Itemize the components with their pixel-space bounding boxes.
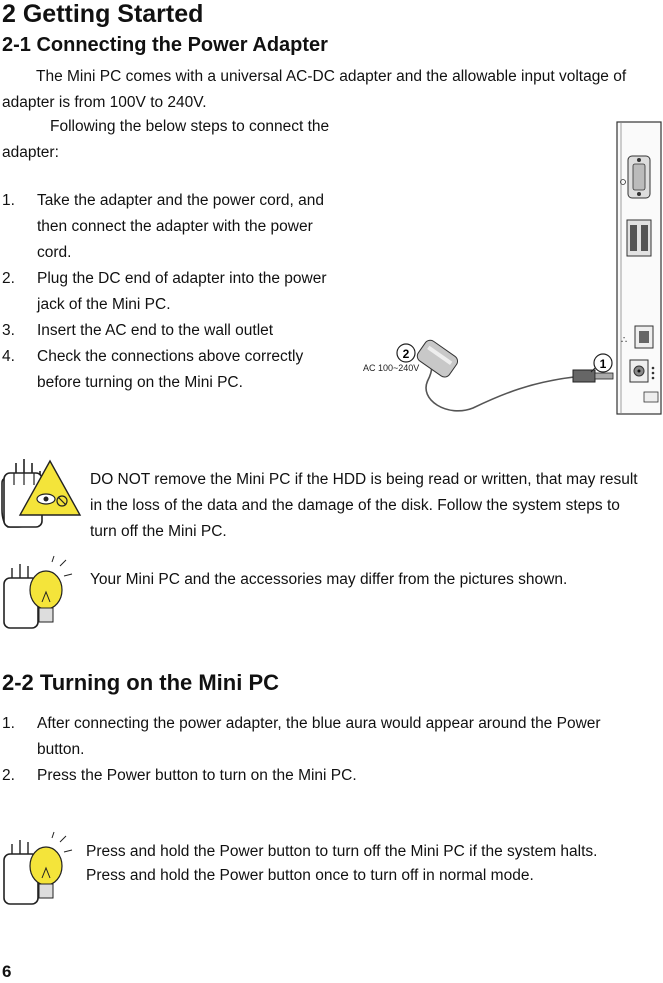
lightbulb-icon [30, 571, 62, 609]
warning-hand-icon [0, 455, 82, 533]
step-text: Press the Power button to turn on the Mini PC. [37, 767, 357, 784]
tip-note-line-1: Press and hold the Power button to turn off the Mini PC if the system halts. [86, 843, 598, 860]
adapter-steps-list [2, 188, 332, 396]
step-number: 1. [2, 715, 15, 732]
step-number: 4. [2, 348, 15, 365]
tip-note-line-2: Press and hold the Power button once to turn off in normal mode. [86, 867, 534, 884]
follow-steps-text: Following the below steps to connect the adapter: [2, 118, 330, 161]
callout-1-label: 1 [599, 357, 607, 371]
list-item [2, 344, 332, 396]
tip-note-text: Your Mini PC and the accessories may differ from the pictures shown. [90, 571, 568, 588]
tip-bulb-hand-icon [0, 832, 76, 912]
tip-bulb-hand-icon [0, 556, 76, 636]
list-item [2, 711, 652, 763]
step-number: 2. [2, 270, 15, 287]
list-item [2, 318, 332, 344]
page-number: 6 [2, 962, 12, 981]
subsection-title-turning-on: 2-2 Turning on the Mini PC [2, 670, 280, 695]
subsection-title-power-adapter: 2-1 Connecting the Power Adapter [2, 34, 328, 56]
section-title: 2 Getting Started [2, 0, 204, 28]
step-text: Plug the DC end of adapter into the power jack of the Mini PC. [37, 270, 327, 313]
step-text: Check the connections above correctly before turning on the Mini PC. [37, 348, 304, 391]
turning-on-steps-list [2, 711, 652, 789]
svg-text:∴: ∴ [621, 335, 628, 346]
callout-2-label: 2 [402, 347, 410, 361]
intro-paragraph: The Mini PC comes with a universal AC-DC adapter and the allowable input voltage of adapter is from 100V to 240V. [2, 68, 627, 111]
step-text: Take the adapter and the power cord, and then connect the adapter with the power cord. [37, 192, 324, 261]
list-item [2, 266, 332, 318]
ac-adapter [415, 338, 460, 379]
step-number: 1. [2, 192, 15, 209]
adapter-voltage-label: AC 100~240V [363, 363, 420, 373]
list-item [2, 763, 652, 789]
mini-pc-adapter-figure [333, 118, 663, 418]
step-text: After connecting the power adapter, the blue aura would appear around the Power button. [37, 715, 601, 758]
lightbulb-icon [30, 847, 62, 885]
warning-note-text: DO NOT remove the Mini PC if the HDD is being read or written, that may result in the loss of the data and the damage of the disk. Follow the system steps to turn off the Mini PC. [90, 471, 638, 540]
step-number: 2. [2, 767, 15, 784]
step-number: 3. [2, 322, 15, 339]
step-text: Insert the AC end to the wall outlet [37, 322, 274, 339]
list-item [2, 188, 332, 266]
